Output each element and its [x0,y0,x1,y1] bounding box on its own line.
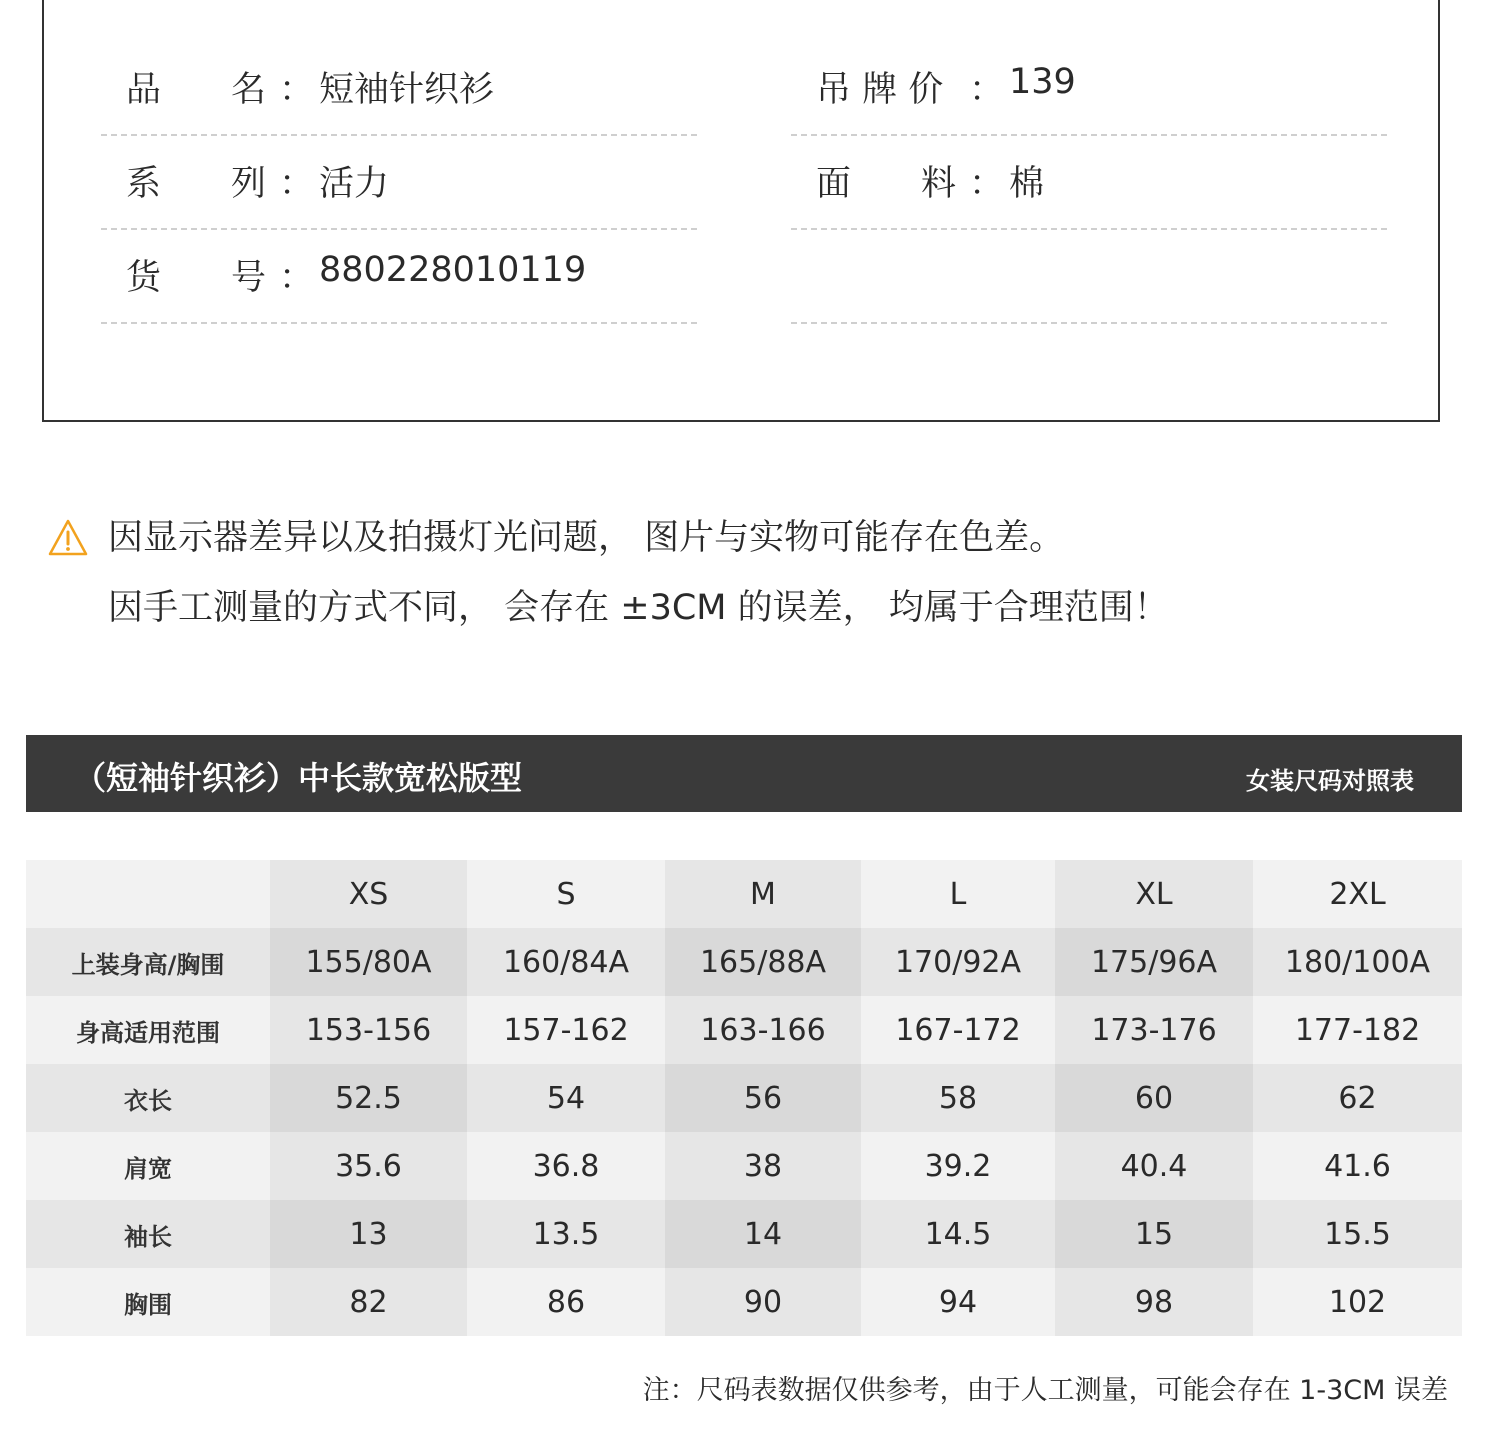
warning-triangle-icon [48,518,88,558]
table-row [26,1132,1462,1200]
notice-text-color-difference: 因显示器差异以及拍摄灯光问题， 图片与实物可能存在色差。 [108,518,1065,558]
table-cell: 167-172 [861,996,1055,1064]
table-cell: 163-166 [665,996,861,1064]
info-value-tag-price: 139 [1009,62,1076,102]
table-cell: 94 [861,1268,1055,1336]
table-cell: 13.5 [467,1200,665,1268]
info-label: 吊 牌 价 [816,70,944,110]
row-label-cell: 袖长 [26,1200,270,1268]
info-row-tag-price [791,42,1387,136]
info-colon: ： [279,70,315,110]
size-header-cell: XS [270,860,467,928]
table-cell: 41.6 [1253,1132,1462,1200]
table-cell: 173-176 [1055,996,1253,1064]
table-cell: 14.5 [861,1200,1055,1268]
size-chart-footnote: 注：尺码表数据仅供参考，由于人工测量，可能会存在 1-3CM 误差 [642,1375,1448,1406]
info-row-fabric [791,136,1387,230]
table-cell: 177-182 [1253,996,1462,1064]
table-cell: 170/92A [861,928,1055,996]
color-measurement-notice [48,512,1448,652]
table-cell: 35.6 [270,1132,467,1200]
info-value-series: 活力 [319,164,390,204]
table-header-row [26,860,1462,928]
table-cell: 15 [1055,1200,1253,1268]
notice-text-measurement-error: 因手工测量的方式不同， 会存在 ±3CM 的误差， 均属于合理范围！ [108,588,1169,628]
table-cell: 54 [467,1064,665,1132]
table-cell: 165/88A [665,928,861,996]
table-cell: 98 [1055,1268,1253,1336]
product-info-left-column [101,42,697,324]
info-colon: ： [969,164,1005,204]
table-cell: 62 [1253,1064,1462,1132]
table-cell: 82 [270,1268,467,1336]
info-colon: ： [279,258,315,298]
info-value-fabric: 棉 [1009,164,1045,204]
table-cell: 102 [1253,1268,1462,1336]
info-value-product-name: 短袖针织衫 [319,70,495,110]
table-corner-cell [26,860,270,928]
table-cell: 175/96A [1055,928,1253,996]
info-label: 品 名 [126,70,267,110]
table-cell: 160/84A [467,928,665,996]
info-row-empty [791,230,1387,324]
table-row [26,996,1462,1064]
table-cell: 15.5 [1253,1200,1462,1268]
table-cell: 58 [861,1064,1055,1132]
size-chart-table [26,860,1462,1336]
table-cell: 39.2 [861,1132,1055,1200]
row-label-cell: 上装身高/胸围 [26,928,270,996]
info-label: 货 号 [126,258,267,298]
info-colon: ： [279,164,315,204]
size-header-cell: M [665,860,861,928]
table-cell: 86 [467,1268,665,1336]
info-value-item-number: 880228010119 [319,250,587,290]
table-cell: 52.5 [270,1064,467,1132]
row-label-cell: 胸围 [26,1268,270,1336]
size-chart-subtitle: 女装尺码对照表 [1246,767,1414,795]
table-cell: 180/100A [1253,928,1462,996]
table-cell: 14 [665,1200,861,1268]
info-colon: ： [969,70,1005,110]
table-cell: 155/80A [270,928,467,996]
row-label-cell: 肩宽 [26,1132,270,1200]
info-label: 面 料 [816,164,957,204]
size-chart-title: （短袖针织衫）中长款宽松版型 [74,759,523,797]
notice-line-2 [48,582,1448,652]
info-row-item-number [101,230,697,324]
notice-line-1 [48,512,1448,582]
product-info-right-column [791,42,1387,324]
table-cell: 56 [665,1064,861,1132]
info-row-name [101,42,697,136]
size-chart-header-bar [26,735,1462,812]
size-header-cell: XL [1055,860,1253,928]
table-cell: 13 [270,1200,467,1268]
table-cell: 153-156 [270,996,467,1064]
table-cell: 40.4 [1055,1132,1253,1200]
table-row [26,1200,1462,1268]
table-row [26,1064,1462,1132]
size-header-cell: L [861,860,1055,928]
table-cell: 38 [665,1132,861,1200]
product-info-box [42,0,1440,422]
size-header-cell: S [467,860,665,928]
table-row [26,928,1462,996]
size-header-cell: 2XL [1253,860,1462,928]
row-label-cell: 衣长 [26,1064,270,1132]
table-cell: 60 [1055,1064,1253,1132]
info-label: 系 列 [126,164,267,204]
table-cell: 157-162 [467,996,665,1064]
info-row-series [101,136,697,230]
table-row [26,1268,1462,1336]
table-cell: 36.8 [467,1132,665,1200]
row-label-cell: 身高适用范围 [26,996,270,1064]
table-cell: 90 [665,1268,861,1336]
